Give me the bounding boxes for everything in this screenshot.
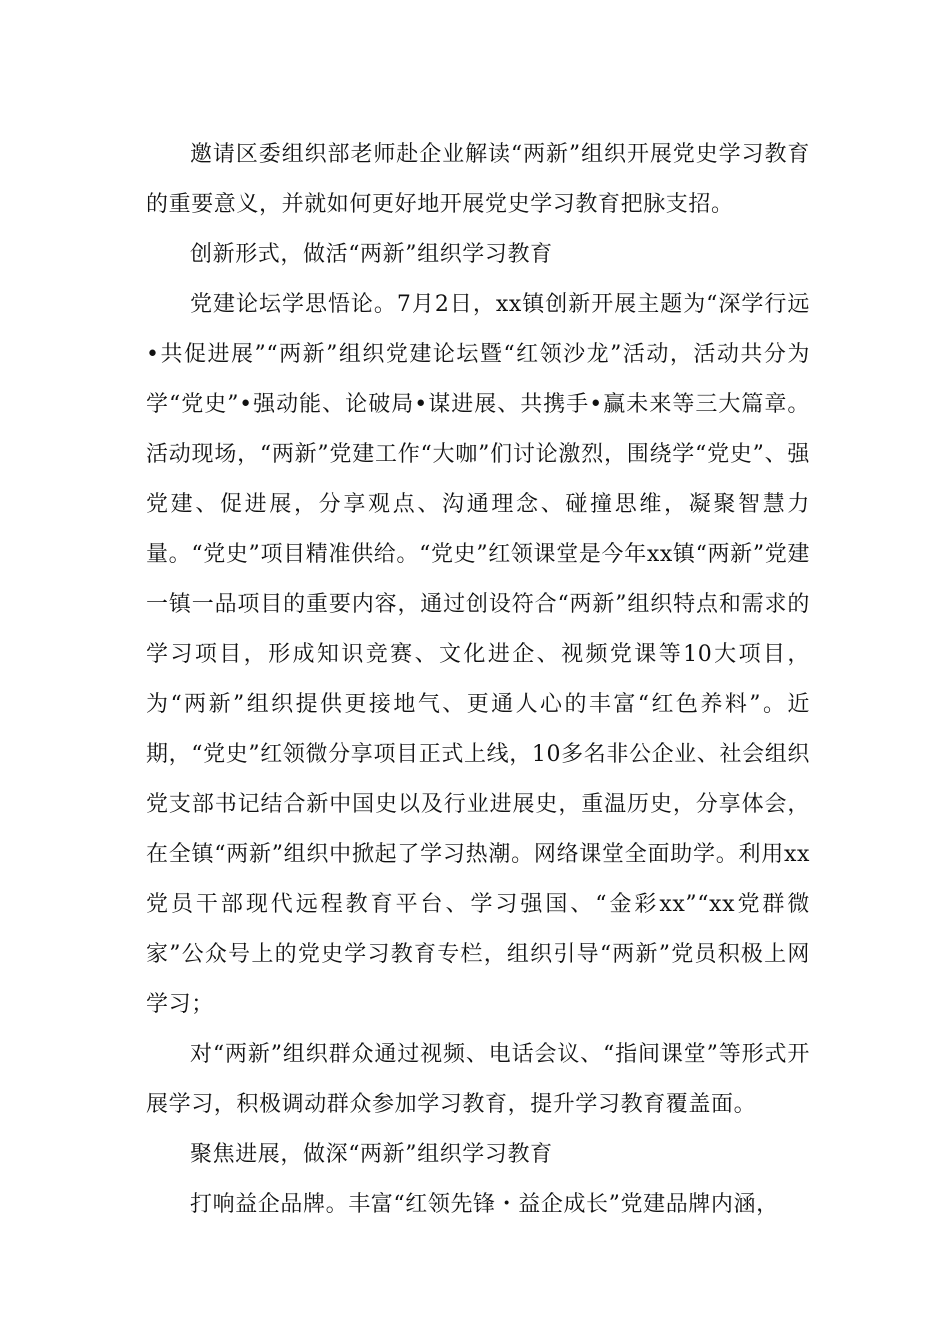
paragraph-intro: 邀请区委组织部老师赴企业解读“两新”组织开展党史学习教育的重要意义，并就如何更好地开展党史学习教育把脉支招。 bbox=[146, 142, 810, 217]
paragraph-forum: 党建论坛学思悟论。7月2日，xx镇创新开展主题为“深学行远•共促进展”“两新”组织党建论坛暨“红领沙龙”活动，活动共分为学“党史”•强动能、论破局•谋进展、共携手•赢未来等三大篇章。活动现场，“两新”党建工作“大咖”们讨论激烈，围绕学“党史”、强党建、促进展，分享观点、沟通理念、碰撞思维，凝聚智慧力量。“党史”项目精准供给。“党史”红领课堂是今年xx镇“两新”党建一镇一品项目的重要内容，通过创设符合“两新”组织特点和需求的学习项目，形成知识竞赛、文化进企、视频党课等10大项目，为“两新”组织提供更接地气、更通人心的丰富“红色养料”。近期，“党史”红领微分享项目正式上线，10多名非公企业、社会组织党支部书记结合新中国史以及行业进展史，重温历史，分享体会，在全镇“两新”组织中掀起了学习热潮。网络课堂全面助学。利用xx党员干部现代远程教育平台、学习强国、“金彩xx”“xx党群微家”公众号上的党史学习教育专栏，组织引导“两新”党员积极上网学习； bbox=[146, 292, 810, 1017]
section-heading-progress: 聚焦进展，做深“两新”组织学习教育 bbox=[190, 1142, 553, 1167]
paragraph-brand: 打响益企品牌。丰富“红领先锋・益企成长”党建品牌内涵， bbox=[190, 1192, 779, 1217]
paragraph-online-learning: 对“两新”组织群众通过视频、电话会议、“指间课堂”等形式开展学习，积极调动群众参加学习教育，提升学习教育覆盖面。 bbox=[146, 1042, 810, 1117]
document-body bbox=[146, 130, 810, 1230]
section-heading-innovation: 创新形式，做活“两新”组织学习教育 bbox=[190, 242, 553, 267]
